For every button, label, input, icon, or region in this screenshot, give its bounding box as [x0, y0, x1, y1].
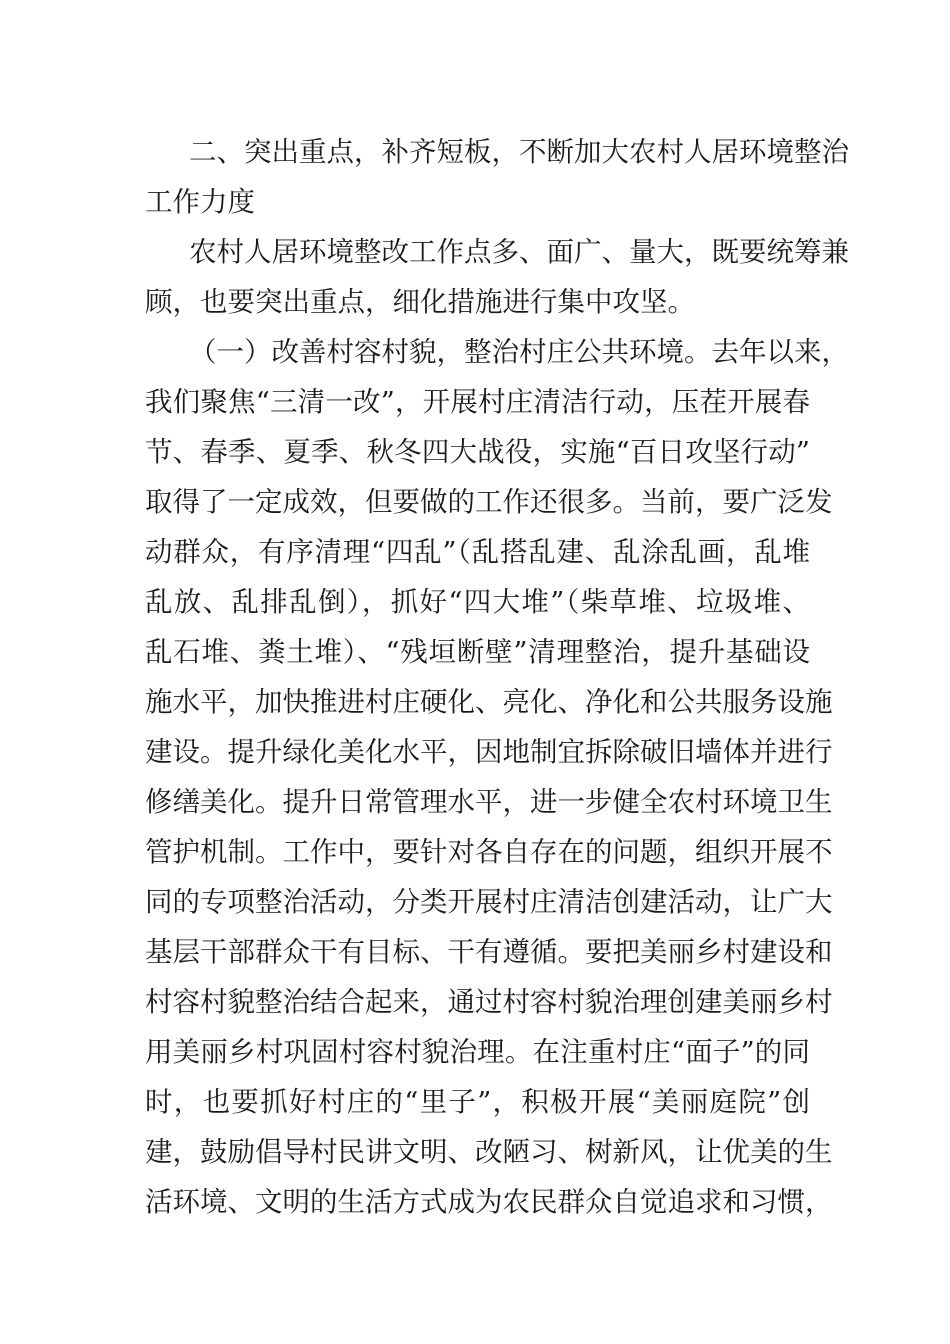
- paragraph-line: 施水平，加快推进村庄硬化、亮化、净化和公共服务设施: [145, 686, 833, 718]
- paragraph-line: 时，也要抓好村庄的“里子”，积极开展“美丽庭院”创: [145, 1086, 810, 1118]
- paragraph-line: 建设。提升绿化美化水平，因地制宜拆除破旧墙体并进行: [145, 736, 833, 768]
- paragraph-line: 动群众，有序清理“四乱”（乱搭乱建、乱涂乱画，乱堆: [145, 536, 810, 568]
- paragraph-line: 顾，也要突出重点，细化措施进行集中攻坚。: [145, 286, 695, 318]
- paragraph-line: 同的专项整治活动，分类开展村庄清洁创建活动，让广大: [145, 886, 833, 918]
- paragraph-line: 管护机制。工作中，要针对各自存在的问题，组织开展不: [145, 836, 833, 868]
- paragraph-line: 村容村貌整治结合起来，通过村容村貌治理创建美丽乡村: [145, 986, 833, 1018]
- paragraph-line: 乱石堆、粪土堆）、“残垣断壁”清理整治，提升基础设: [145, 636, 810, 668]
- paragraph-line: 取得了一定成效，但要做的工作还很多。当前，要广泛发: [145, 486, 833, 518]
- paragraph-line: 我们聚焦“三清一改”，开展村庄清洁行动，压茬开展春: [145, 386, 810, 418]
- paragraph-line: 建，鼓励倡导村民讲文明、改陋习、树新风，让优美的生: [145, 1136, 833, 1168]
- section-heading-line-2: 工作力度: [145, 186, 255, 218]
- paragraph-line: 用美丽乡村巩固村容村貌治理。在注重村庄“面子”的同: [145, 1036, 810, 1068]
- paragraph-line: （一）改善村容村貌，整治村庄公共环境。去年以来，: [189, 336, 849, 368]
- paragraph-line: 基层干部群众干有目标、干有遵循。要把美丽乡村建设和: [145, 936, 833, 968]
- paragraph-line: 乱放、乱排乱倒），抓好“四大堆”（柴草堆、垃圾堆、: [145, 586, 810, 618]
- paragraph-line: 活环境、文明的生活方式成为农民群众自觉追求和习惯，: [145, 1186, 833, 1218]
- paragraph-line: 修缮美化。提升日常管理水平，进一步健全农村环境卫生: [145, 786, 833, 818]
- section-heading-line-1: 二、突出重点，补齐短板，不断加大农村人居环境整治: [189, 136, 849, 168]
- paragraph-line: 节、春季、夏季、秋冬四大战役，实施“百日攻坚行动”: [145, 436, 810, 468]
- paragraph-line: 农村人居环境整改工作点多、面广、量大，既要统筹兼: [189, 236, 849, 268]
